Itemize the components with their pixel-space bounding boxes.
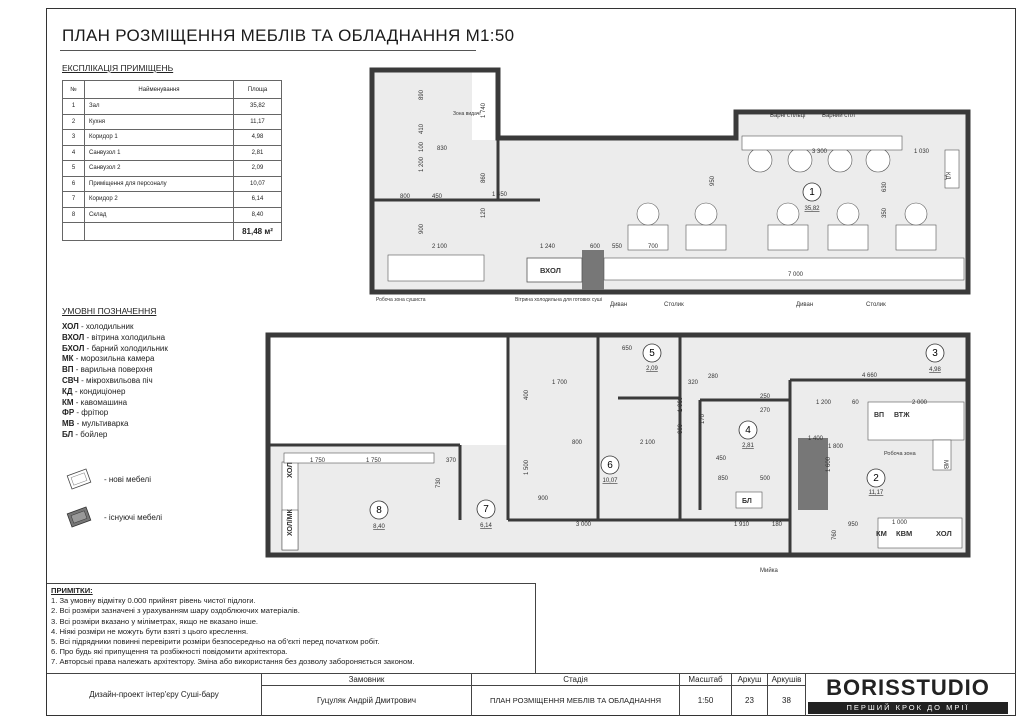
- room-4-area: 2,81: [742, 443, 754, 449]
- row-no: 8: [63, 207, 85, 223]
- dim-900b: 900: [538, 496, 549, 502]
- legend-abbr: ФР: [62, 408, 75, 418]
- dim-60: 60: [852, 400, 859, 406]
- row-no: 4: [63, 145, 85, 161]
- room-6-area: 10,07: [602, 478, 618, 484]
- notes-title: ПРИМІТКИ:: [51, 586, 93, 595]
- showcase-label: Вітрина холодильна для готових суші: [515, 297, 602, 303]
- bar-counter-shape: [742, 136, 902, 150]
- vp-label: ВП: [874, 412, 885, 419]
- plan-top: [372, 70, 968, 308]
- dim-250: 250: [760, 394, 771, 400]
- bl-label: БЛ: [742, 498, 752, 505]
- dim-890: 890: [419, 89, 425, 100]
- explication-title: ЕКСПЛІКАЦІЯ ПРИМІЩЕНЬ: [62, 63, 174, 73]
- room-8-area: 8,40: [373, 524, 385, 530]
- dim-100: 100: [419, 141, 425, 152]
- row-name: Приміщення для персоналу: [85, 176, 234, 192]
- sheets-value: 38: [768, 686, 806, 716]
- dim-600: 600: [590, 244, 601, 250]
- dim-760: 760: [832, 529, 838, 540]
- note-item: 6. Про будь які припущення та розбіжності повідомити архітектора.: [51, 647, 288, 657]
- dim-120: 120: [481, 207, 487, 218]
- dim-500: 500: [760, 476, 771, 482]
- dim-650: 650: [622, 346, 633, 352]
- dim-450: 450: [432, 194, 443, 200]
- legend-abbr: СВЧ: [62, 375, 79, 385]
- customer-header: Замовник: [262, 674, 472, 686]
- dim-350: 350: [882, 207, 888, 218]
- dim-400: 400: [524, 389, 530, 400]
- legend-text: - мультиварка: [74, 419, 129, 429]
- dim-1030: 1 030: [914, 149, 930, 155]
- outside-area: [268, 335, 508, 445]
- legend-text: - барний холодильник: [84, 343, 168, 353]
- col-area: Площа: [234, 81, 282, 99]
- note-item: 5. Всі підрядники повинні перевірити розміри безпосередньо на об'єкті перед початком робіт.: [51, 637, 380, 647]
- bar-counter-label: Барний стіл: [822, 113, 855, 119]
- sushi-zone-label: Робоча зона сушиста: [376, 297, 426, 303]
- room-2-number: 2: [873, 473, 879, 484]
- row-name: Санвузол 2: [85, 161, 234, 177]
- bkhol-label: ВТЖ: [894, 412, 910, 419]
- dim-280: 280: [708, 374, 719, 380]
- dim-1910: 1 910: [734, 522, 750, 528]
- legend-abbr: МВ: [62, 419, 75, 429]
- studio-logo: [808, 676, 1008, 714]
- plan-bottom: [268, 335, 968, 574]
- dim-170: 170: [700, 413, 706, 424]
- work-zone-label: Робоча зона: [884, 451, 916, 457]
- km-label: КМ: [876, 529, 887, 538]
- dim-950: 950: [710, 175, 716, 186]
- room-1-area: 35,82: [804, 206, 820, 212]
- sheets-header: Аркушів: [768, 674, 806, 686]
- dim-1000: 1 000: [892, 520, 908, 526]
- washer-label: Мийка: [760, 568, 778, 574]
- dim-800: 800: [400, 194, 411, 200]
- dim-3000: 3 000: [576, 522, 592, 528]
- row-area: 6,14: [234, 192, 282, 208]
- note-item: 1. За умовну відмітку 0.000 прийнят рівень чистої підлоги.: [51, 596, 256, 606]
- dim-180: 180: [772, 522, 783, 528]
- note-item: 3. Всі розміри вказано у міліметрах, якщо не вказано інше.: [51, 616, 259, 626]
- row-name: Кухня: [85, 114, 234, 130]
- legend-text: - фрітюр: [74, 408, 109, 418]
- legend-text: - вітрина холодильна: [84, 332, 166, 342]
- sofa2-label: Диван: [796, 302, 814, 308]
- table2-label: Столик: [866, 302, 886, 308]
- sheet-title: ПЛАН РОЗМІЩЕННЯ МЕБЛІВ ТА ОБЛАДНАННЯ М1:50: [62, 26, 515, 45]
- room-4-number: 4: [745, 425, 751, 436]
- dim-1600: 1 600: [826, 456, 832, 472]
- row-no: 6: [63, 176, 85, 192]
- dim-1400: 1 400: [808, 436, 824, 442]
- row-area: 35,82: [234, 99, 282, 115]
- dim-1740: 1 740: [481, 102, 487, 118]
- legend-abbr: БХОЛ: [62, 343, 85, 353]
- column: [582, 250, 604, 290]
- dim-550: 550: [612, 244, 623, 250]
- kd-label: КД: [944, 172, 950, 180]
- dim-700: 700: [648, 244, 659, 250]
- dim-1500: 1 500: [524, 459, 530, 475]
- mv-label: МВ: [942, 460, 948, 469]
- room-6-number: 6: [607, 460, 613, 471]
- bottom-column: [798, 438, 828, 510]
- dim-600b: 600: [678, 423, 684, 434]
- dim-1240: 1 240: [540, 244, 556, 250]
- dim-410: 410: [419, 123, 425, 134]
- room-2-area: 11,17: [868, 490, 884, 496]
- row-no: 2: [63, 114, 85, 130]
- dim-1060: 1 060: [678, 396, 684, 412]
- legend-title: УМОВНІ ПОЗНАЧЕННЯ: [62, 306, 157, 316]
- dim-1450: 1 450: [492, 192, 508, 198]
- kitchen-counter: [868, 402, 964, 440]
- dim-2100b: 2 100: [640, 440, 656, 446]
- legend-abbr: КД: [62, 386, 73, 396]
- dim-2100: 2 100: [432, 244, 448, 250]
- row-no: 5: [63, 161, 85, 177]
- room-3-number: 3: [932, 348, 938, 359]
- row-no: 7: [63, 192, 85, 208]
- room-5-number: 5: [649, 348, 655, 359]
- dim-4660: 4 660: [862, 373, 878, 379]
- stage-header: Стадія: [472, 674, 680, 686]
- scale-header: Масштаб: [680, 674, 732, 686]
- khol-kitchen-label: ХОЛ: [936, 529, 952, 538]
- note-item: 2. Всі розміри зазначені з урахуванням шару оздоблюючих матеріалів.: [51, 606, 300, 616]
- dim-830: 830: [437, 146, 448, 152]
- dim-630: 630: [882, 181, 888, 192]
- khol-storage-label: ХОЛ: [285, 462, 294, 478]
- customer-name: Гуцуляк Андрій Дмитрович: [262, 686, 472, 716]
- legend-text: - холодильник: [78, 322, 134, 331]
- storage-rack: [284, 453, 434, 463]
- legend-text: - морозильна камера: [73, 354, 155, 364]
- legend-abbr: ВХОЛ: [62, 332, 85, 342]
- legend-abbr: БЛ: [62, 429, 74, 439]
- kvm-label: КВМ: [896, 529, 913, 538]
- room-1-number: 1: [809, 187, 815, 198]
- room-8-number: 8: [376, 505, 382, 516]
- dim-1750b: 1 750: [366, 458, 382, 464]
- dim-1750a: 1 750: [310, 458, 326, 464]
- row-name: Коридор 2: [85, 192, 234, 208]
- row-no: 3: [63, 130, 85, 146]
- dim-2000: 2 000: [912, 400, 928, 406]
- existing-furniture-label: - існуючі мебелі: [104, 513, 163, 522]
- room-3-area: 4,98: [929, 367, 941, 373]
- col-name: Найменування: [85, 81, 234, 99]
- row-name: Зал: [85, 99, 234, 115]
- waste-zone-label: Зона видачі: [453, 111, 481, 117]
- sofa1-label: Диван: [610, 302, 628, 308]
- legend-text: - бойлер: [73, 429, 108, 439]
- brand-name: BORISSTUDIO: [826, 675, 990, 700]
- sushi-counter: [388, 255, 484, 281]
- scale-value: 1:50: [680, 686, 732, 716]
- room-7-area: 6,14: [480, 523, 492, 529]
- dim-800b: 800: [572, 440, 583, 446]
- dim-850: 850: [718, 476, 729, 482]
- sheet-value: 23: [732, 686, 768, 716]
- dim-1800: 1 800: [828, 444, 844, 450]
- legend-abbr: ХОЛ: [62, 322, 79, 331]
- bar-chairs-label: Барні стільці: [770, 113, 806, 119]
- legend-abbr: ВП: [62, 365, 74, 375]
- vkhol-label: ВХОЛ: [540, 266, 561, 275]
- row-name: Санвузол 1: [85, 145, 234, 161]
- dim-3300: 3 300: [812, 149, 828, 155]
- row-name: Коридор 1: [85, 130, 234, 146]
- note-item: 4. Ніякі розміри не можуть бути взяті з цього креслення.: [51, 626, 249, 636]
- total-area: 81,48 м²: [234, 223, 282, 241]
- col-no: №: [63, 81, 85, 99]
- room-7-number: 7: [483, 504, 489, 515]
- dim-860: 860: [481, 172, 487, 183]
- room-5-area: 2,09: [646, 366, 658, 372]
- stage-value: ПЛАН РОЗМІЩЕННЯ МЕБЛІВ ТА ОБЛАДНАННЯ: [472, 686, 680, 716]
- notes-list: [51, 596, 531, 667]
- row-area: 4,98: [234, 130, 282, 146]
- dim-370: 370: [446, 458, 457, 464]
- dim-270: 270: [760, 408, 771, 414]
- kd-unit: [945, 150, 959, 188]
- legend-text: - мікрохвильова піч: [78, 375, 153, 385]
- khol-mk-label: ХОЛ/МК: [287, 509, 294, 536]
- notes-block: [47, 583, 536, 673]
- sofa-bench: [604, 258, 964, 280]
- note-item: 7. Авторські права належать архітектору. Зміна або використання без дозволу забороняється законом.: [51, 657, 415, 667]
- dim-900: 900: [419, 223, 425, 234]
- row-no: 1: [63, 99, 85, 115]
- new-furniture-label: - нові мебелі: [104, 475, 151, 484]
- dim-7000: 7 000: [788, 272, 804, 278]
- row-area: 2,81: [234, 145, 282, 161]
- sheet-header: Аркуш: [732, 674, 768, 686]
- dim-450b: 450: [716, 456, 727, 462]
- row-area: 10,07: [234, 176, 282, 192]
- legend-text: - варильна поверхня: [73, 365, 153, 375]
- dim-1200b: 1 200: [816, 400, 832, 406]
- project-name: Дизайн-проект інтер'єру Суші-бару: [47, 674, 262, 716]
- table1-label: Столик: [664, 302, 684, 308]
- dim-1200: 1 200: [419, 156, 425, 172]
- row-area: 2,09: [234, 161, 282, 177]
- row-area: 11,17: [234, 114, 282, 130]
- legend-abbr: МК: [62, 354, 74, 364]
- row-area: 8,40: [234, 207, 282, 223]
- row-name: Склад: [85, 207, 234, 223]
- legend-text: - кавомашина: [73, 397, 128, 407]
- dim-950b: 950: [848, 522, 859, 528]
- legend-text: - кондиціонер: [72, 386, 126, 396]
- legend-abbr: КМ: [62, 397, 74, 407]
- brand-slogan: ПЕРШИЙ КРОК ДО МРІЇ: [808, 702, 1008, 714]
- dim-730: 730: [436, 477, 442, 488]
- dim-1700: 1 700: [552, 380, 568, 386]
- dim-320: 320: [688, 380, 699, 386]
